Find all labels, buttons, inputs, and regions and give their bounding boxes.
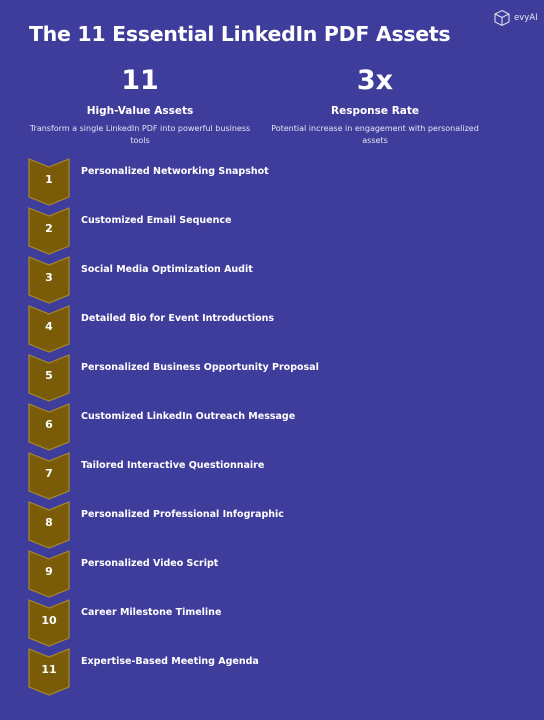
stat-description: Potential increase in engagement with personalized assets bbox=[271, 124, 479, 145]
asset-number: 3 bbox=[45, 271, 53, 284]
asset-number: 5 bbox=[45, 369, 53, 382]
asset-number: 1 bbox=[45, 173, 53, 186]
asset-number: 4 bbox=[45, 320, 53, 333]
list-item bbox=[28, 158, 528, 206]
asset-number: 7 bbox=[45, 467, 53, 480]
list-item bbox=[28, 305, 528, 353]
asset-label: Career Milestone Timeline bbox=[81, 607, 222, 618]
asset-label: Social Media Optimization Audit bbox=[81, 264, 253, 275]
asset-label: Personalized Professional Infographic bbox=[81, 509, 284, 520]
list-item bbox=[28, 256, 528, 304]
stat-label: Response Rate bbox=[331, 105, 419, 117]
stat-value: 3x bbox=[356, 65, 394, 96]
stat-label: High-Value Assets bbox=[86, 105, 194, 117]
asset-number: 11 bbox=[41, 663, 57, 676]
cube-icon bbox=[493, 9, 511, 27]
asset-label: Personalized Video Script bbox=[81, 558, 219, 569]
asset-number: 2 bbox=[45, 222, 53, 235]
asset-label: Customized Email Sequence bbox=[81, 215, 232, 226]
list-item bbox=[28, 599, 528, 647]
logo bbox=[493, 9, 538, 27]
asset-label: Expertise-Based Meeting Agenda bbox=[81, 656, 259, 667]
asset-label: Personalized Networking Snapshot bbox=[81, 166, 269, 177]
list-item bbox=[28, 207, 528, 255]
stat-value: 11 bbox=[121, 65, 159, 96]
asset-label: Detailed Bio for Event Introductions bbox=[81, 313, 275, 324]
page-title: The 11 Essential LinkedIn PDF Assets bbox=[29, 22, 451, 46]
asset-number: 10 bbox=[41, 614, 57, 627]
asset-number: 9 bbox=[45, 565, 53, 578]
asset-number: 8 bbox=[45, 516, 53, 529]
list-item bbox=[28, 452, 528, 500]
asset-number: 6 bbox=[45, 418, 53, 431]
logo-text: evyAI bbox=[514, 13, 538, 23]
list-item bbox=[28, 403, 528, 451]
asset-label: Personalized Business Opportunity Proposal bbox=[81, 362, 319, 373]
list-item bbox=[28, 648, 528, 696]
list-item bbox=[28, 501, 528, 549]
stat-description: Transform a single LinkedIn PDF into powerful business tools bbox=[29, 124, 251, 145]
asset-label: Customized LinkedIn Outreach Message bbox=[81, 411, 296, 422]
asset-label: Tailored Interactive Questionnaire bbox=[81, 460, 265, 471]
stat-high-value-assets bbox=[20, 64, 260, 147]
list-item bbox=[28, 550, 528, 598]
stat-response-rate bbox=[255, 64, 495, 147]
list-item bbox=[28, 354, 528, 402]
